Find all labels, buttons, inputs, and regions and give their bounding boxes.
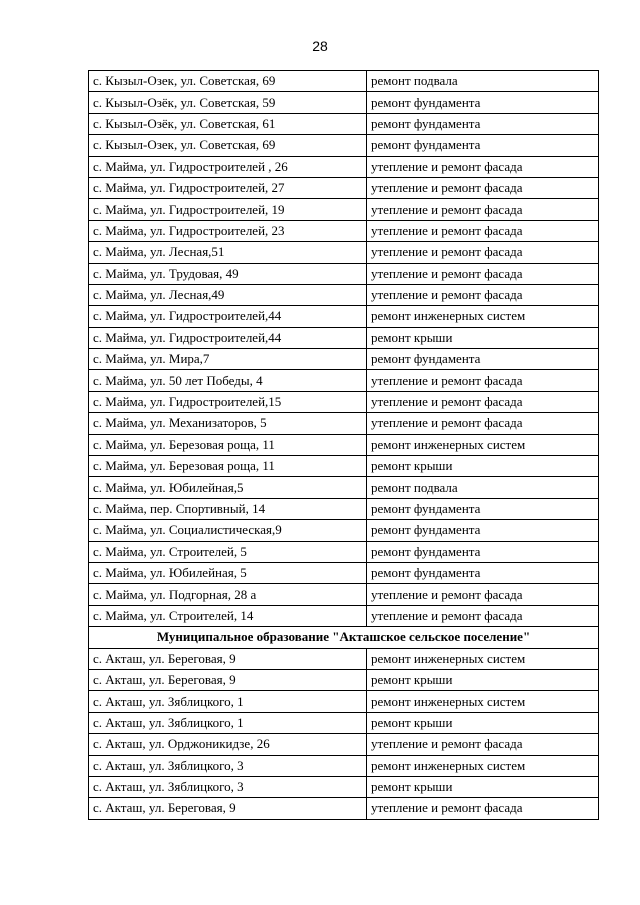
table-row (89, 734, 599, 755)
work-type-cell: утепление и ремонт фасада (367, 605, 599, 626)
address-cell: с. Майма, ул. Юбилейная, 5 (89, 562, 367, 583)
table-row (89, 691, 599, 712)
address-cell: с. Майма, ул. Мира,7 (89, 349, 367, 370)
table-row (89, 562, 599, 583)
address-cell: с. Майма, ул. Гидростроителей,44 (89, 306, 367, 327)
address-cell: с. Акташ, ул. Береговая, 9 (89, 648, 367, 669)
table-row (89, 306, 599, 327)
work-type-cell: ремонт инженерных систем (367, 306, 599, 327)
table-row (89, 199, 599, 220)
address-cell: с. Майма, ул. Гидростроителей , 26 (89, 156, 367, 177)
address-cell: с. Кызыл-Озек, ул. Советская, 69 (89, 135, 367, 156)
section-header-row (89, 627, 599, 648)
repair-schedule-table (88, 70, 599, 820)
table-row (89, 370, 599, 391)
work-type-cell: ремонт фундамента (367, 541, 599, 562)
work-type-cell: утепление и ремонт фасада (367, 734, 599, 755)
table-row (89, 776, 599, 797)
address-cell: с. Майма, ул. Гидростроителей, 27 (89, 177, 367, 198)
address-cell: с. Майма, ул. Юбилейная,5 (89, 477, 367, 498)
work-type-cell: утепление и ремонт фасада (367, 263, 599, 284)
address-cell: с. Майма, ул. Гидростроителей, 23 (89, 220, 367, 241)
address-cell: с. Майма, ул. Социалистическая,9 (89, 520, 367, 541)
table-row (89, 242, 599, 263)
table-body (89, 71, 599, 820)
work-type-cell: ремонт фундамента (367, 498, 599, 519)
work-type-cell: ремонт крыши (367, 327, 599, 348)
work-type-cell: ремонт крыши (367, 669, 599, 690)
table-row (89, 71, 599, 92)
address-cell: с. Майма, ул. Трудовая, 49 (89, 263, 367, 284)
table-row (89, 92, 599, 113)
work-type-cell: ремонт инженерных систем (367, 648, 599, 669)
address-cell: с. Майма, ул. Березовая роща, 11 (89, 456, 367, 477)
table-row (89, 156, 599, 177)
work-type-cell: ремонт инженерных систем (367, 691, 599, 712)
work-type-cell: ремонт крыши (367, 712, 599, 733)
section-title: Муниципальное образование "Акташское сельское поселение" (89, 627, 599, 648)
work-type-cell: утепление и ремонт фасада (367, 584, 599, 605)
table-row (89, 648, 599, 669)
table-row (89, 327, 599, 348)
address-cell: с. Акташ, ул. Зяблицкого, 3 (89, 776, 367, 797)
address-cell: с. Майма, ул. Гидростроителей,44 (89, 327, 367, 348)
address-cell: с. Майма, ул. Гидростроителей,15 (89, 391, 367, 412)
address-cell: с. Акташ, ул. Орджоникидзе, 26 (89, 734, 367, 755)
address-cell: с. Акташ, ул. Зяблицкого, 3 (89, 755, 367, 776)
work-type-cell: ремонт фундамента (367, 135, 599, 156)
address-cell: с. Майма, ул. Березовая роща, 11 (89, 434, 367, 455)
work-type-cell: ремонт фундамента (367, 113, 599, 134)
work-type-cell: ремонт фундамента (367, 562, 599, 583)
work-type-cell: утепление и ремонт фасада (367, 199, 599, 220)
work-type-cell: ремонт инженерных систем (367, 434, 599, 455)
work-type-cell: утепление и ремонт фасада (367, 798, 599, 819)
table-row (89, 263, 599, 284)
address-cell: с. Кызыл-Озёк, ул. Советская, 59 (89, 92, 367, 113)
table-row (89, 669, 599, 690)
table-row (89, 605, 599, 626)
work-type-cell: утепление и ремонт фасада (367, 177, 599, 198)
address-cell: с. Акташ, ул. Береговая, 9 (89, 669, 367, 690)
work-type-cell: утепление и ремонт фасада (367, 413, 599, 434)
address-cell: с. Акташ, ул. Береговая, 9 (89, 798, 367, 819)
table-row (89, 434, 599, 455)
table-row (89, 284, 599, 305)
table-row (89, 413, 599, 434)
table-row (89, 220, 599, 241)
work-type-cell: ремонт инженерных систем (367, 755, 599, 776)
table-row (89, 712, 599, 733)
address-cell: с. Кызыл-Озек, ул. Советская, 69 (89, 71, 367, 92)
table-row (89, 391, 599, 412)
work-type-cell: утепление и ремонт фасада (367, 284, 599, 305)
table-row (89, 755, 599, 776)
table-row (89, 456, 599, 477)
address-cell: с. Майма, ул. Лесная,49 (89, 284, 367, 305)
work-type-cell: ремонт подвала (367, 71, 599, 92)
table-row (89, 113, 599, 134)
table-row (89, 498, 599, 519)
work-type-cell: ремонт подвала (367, 477, 599, 498)
work-type-cell: ремонт крыши (367, 776, 599, 797)
table-row (89, 349, 599, 370)
work-type-cell: ремонт фундамента (367, 520, 599, 541)
address-cell: с. Майма, ул. Подгорная, 28 а (89, 584, 367, 605)
table-row (89, 520, 599, 541)
work-type-cell: утепление и ремонт фасада (367, 242, 599, 263)
work-type-cell: ремонт фундамента (367, 349, 599, 370)
page-number: 28 (312, 38, 328, 54)
work-type-cell: утепление и ремонт фасада (367, 370, 599, 391)
address-cell: с. Майма, ул. Лесная,51 (89, 242, 367, 263)
table-row (89, 798, 599, 819)
table-row (89, 584, 599, 605)
work-type-cell: ремонт фундамента (367, 92, 599, 113)
work-type-cell: ремонт крыши (367, 456, 599, 477)
address-cell: с. Акташ, ул. Зяблицкого, 1 (89, 712, 367, 733)
address-cell: с. Майма, ул. Строителей, 14 (89, 605, 367, 626)
address-cell: с. Майма, ул. 50 лет Победы, 4 (89, 370, 367, 391)
address-cell: с. Кызыл-Озёк, ул. Советская, 61 (89, 113, 367, 134)
address-cell: с. Майма, ул. Строителей, 5 (89, 541, 367, 562)
address-cell: с. Майма, пер. Спортивный, 14 (89, 498, 367, 519)
table-row (89, 541, 599, 562)
table-row (89, 135, 599, 156)
work-type-cell: утепление и ремонт фасада (367, 220, 599, 241)
table-row (89, 477, 599, 498)
address-cell: с. Майма, ул. Механизаторов, 5 (89, 413, 367, 434)
address-cell: с. Майма, ул. Гидростроителей, 19 (89, 199, 367, 220)
work-type-cell: утепление и ремонт фасада (367, 391, 599, 412)
table-row (89, 177, 599, 198)
work-type-cell: утепление и ремонт фасада (367, 156, 599, 177)
address-cell: с. Акташ, ул. Зяблицкого, 1 (89, 691, 367, 712)
